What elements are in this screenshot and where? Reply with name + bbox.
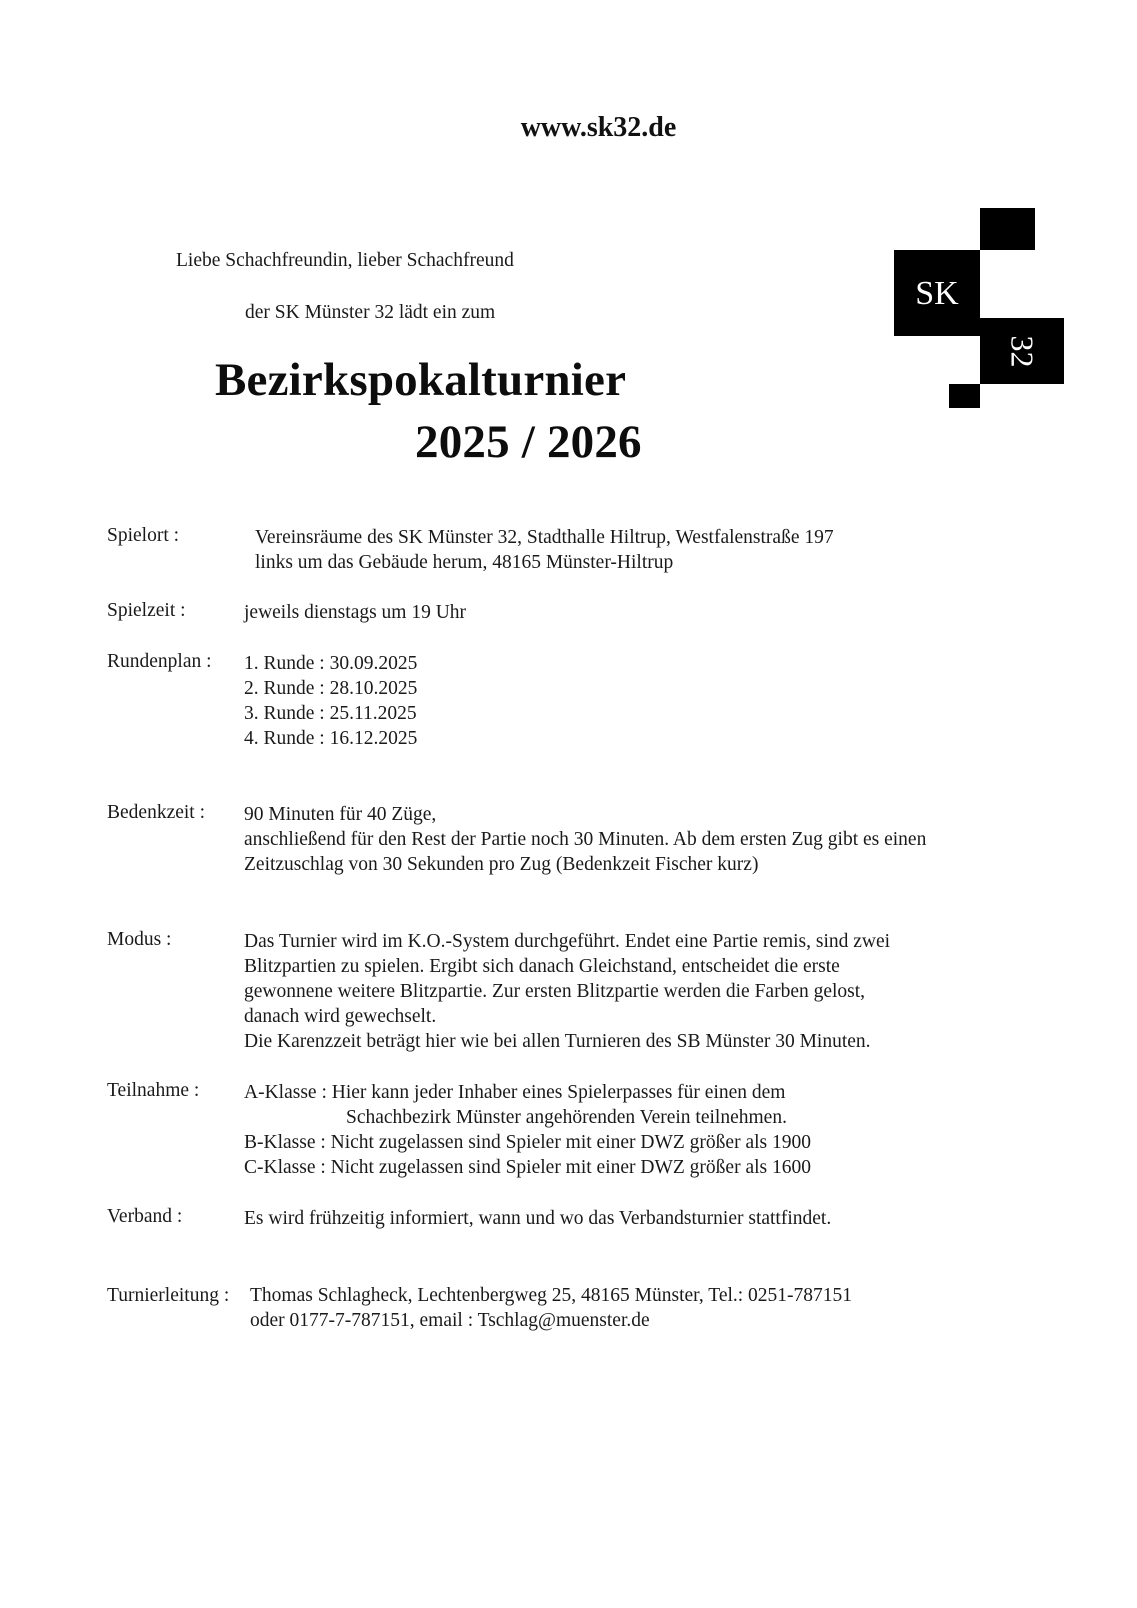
spielort-line: Vereinsräume des SK Münster 32, Stadthalle Hiltrup, Westfalenstraße 197 [255,527,834,548]
logo-square-sk [894,250,980,336]
logo-square-32 [980,318,1064,384]
modus-line: gewonnene weitere Blitzpartie. Zur ersten Blitzpartie werden die Farben gelost, [244,981,866,1002]
round-line: 2. Runde : 28.10.2025 [244,678,418,699]
label-turnierleitung: Turnierleitung : [107,1285,230,1306]
bedenkzeit-line: 90 Minuten für 40 Züge, [244,804,437,825]
label-modus: Modus : [107,929,172,950]
modus-line: Das Turnier wird im K.O.-System durchgeführt. Endet eine Partie remis, sind zwei [244,931,891,952]
teilnahme-line: Schachbezirk Münster angehörenden Verein teilnehmen. [346,1107,787,1128]
logo-number: 32 [1004,335,1041,367]
website-url: www.sk32.de [520,112,677,143]
round-line: 1. Runde : 30.09.2025 [244,653,418,674]
spielzeit-line: jeweils dienstags um 19 Uhr [244,602,467,623]
label-spielzeit: Spielzeit : [107,600,186,621]
greeting: Liebe Schachfreundin, lieber Schachfreund [176,250,514,271]
logo-square [949,384,980,408]
modus-line: Die Karenzzeit beträgt hier wie bei allen Turnieren des SB Münster 30 Minuten. [244,1031,871,1052]
label-verband: Verband : [107,1206,183,1227]
round-line: 4. Runde : 16.12.2025 [244,728,418,749]
teilnahme-line: A-Klasse : Hier kann jeder Inhaber eines Spielerpasses für einen dem [244,1082,786,1103]
spielort-line: links um das Gebäude herum, 48165 Münster-Hiltrup [255,552,674,573]
modus-line: danach wird gewechselt. [244,1006,437,1027]
verband-line: Es wird frühzeitig informiert, wann und wo das Verbandsturnier stattfindet. [244,1208,832,1229]
round-line: 3. Runde : 25.11.2025 [244,703,417,724]
label-bedenkzeit: Bedenkzeit : [107,802,206,823]
label-teilnahme: Teilnahme : [107,1080,200,1101]
invite-line: der SK Münster 32 lädt ein zum [245,302,496,323]
modus-line: Blitzpartien zu spielen. Ergibt sich danach Gleichstand, entscheidet die erste [244,956,840,977]
teilnahme-line: C-Klasse : Nicht zugelassen sind Spieler mit einer DWZ größer als 1600 [244,1157,811,1178]
label-spielort: Spielort : [107,525,180,546]
logo-square [980,208,1035,250]
teilnahme-line: B-Klasse : Nicht zugelassen sind Spieler mit einer DWZ größer als 1900 [244,1132,811,1153]
turnierleitung-line: Thomas Schlagheck, Lechtenbergweg 25, 48165 Münster, Tel.: 0251-787151 [250,1285,853,1306]
logo-letters: SK [915,275,959,312]
club-logo [894,208,1064,408]
bedenkzeit-line: anschließend für den Rest der Partie noch 30 Minuten. Ab dem ersten Zug gibt es einen [244,829,927,850]
turnierleitung-line: oder 0177-7-787151, email : Tschlag@muenster.de [250,1310,650,1331]
bedenkzeit-line: Zeitzuschlag von 30 Sekunden pro Zug (Bedenkzeit Fischer kurz) [244,854,759,875]
page-title: Bezirkspokalturnier [215,354,627,406]
season: 2025 / 2026 [415,416,642,468]
label-rundenplan: Rundenplan : [107,651,212,672]
